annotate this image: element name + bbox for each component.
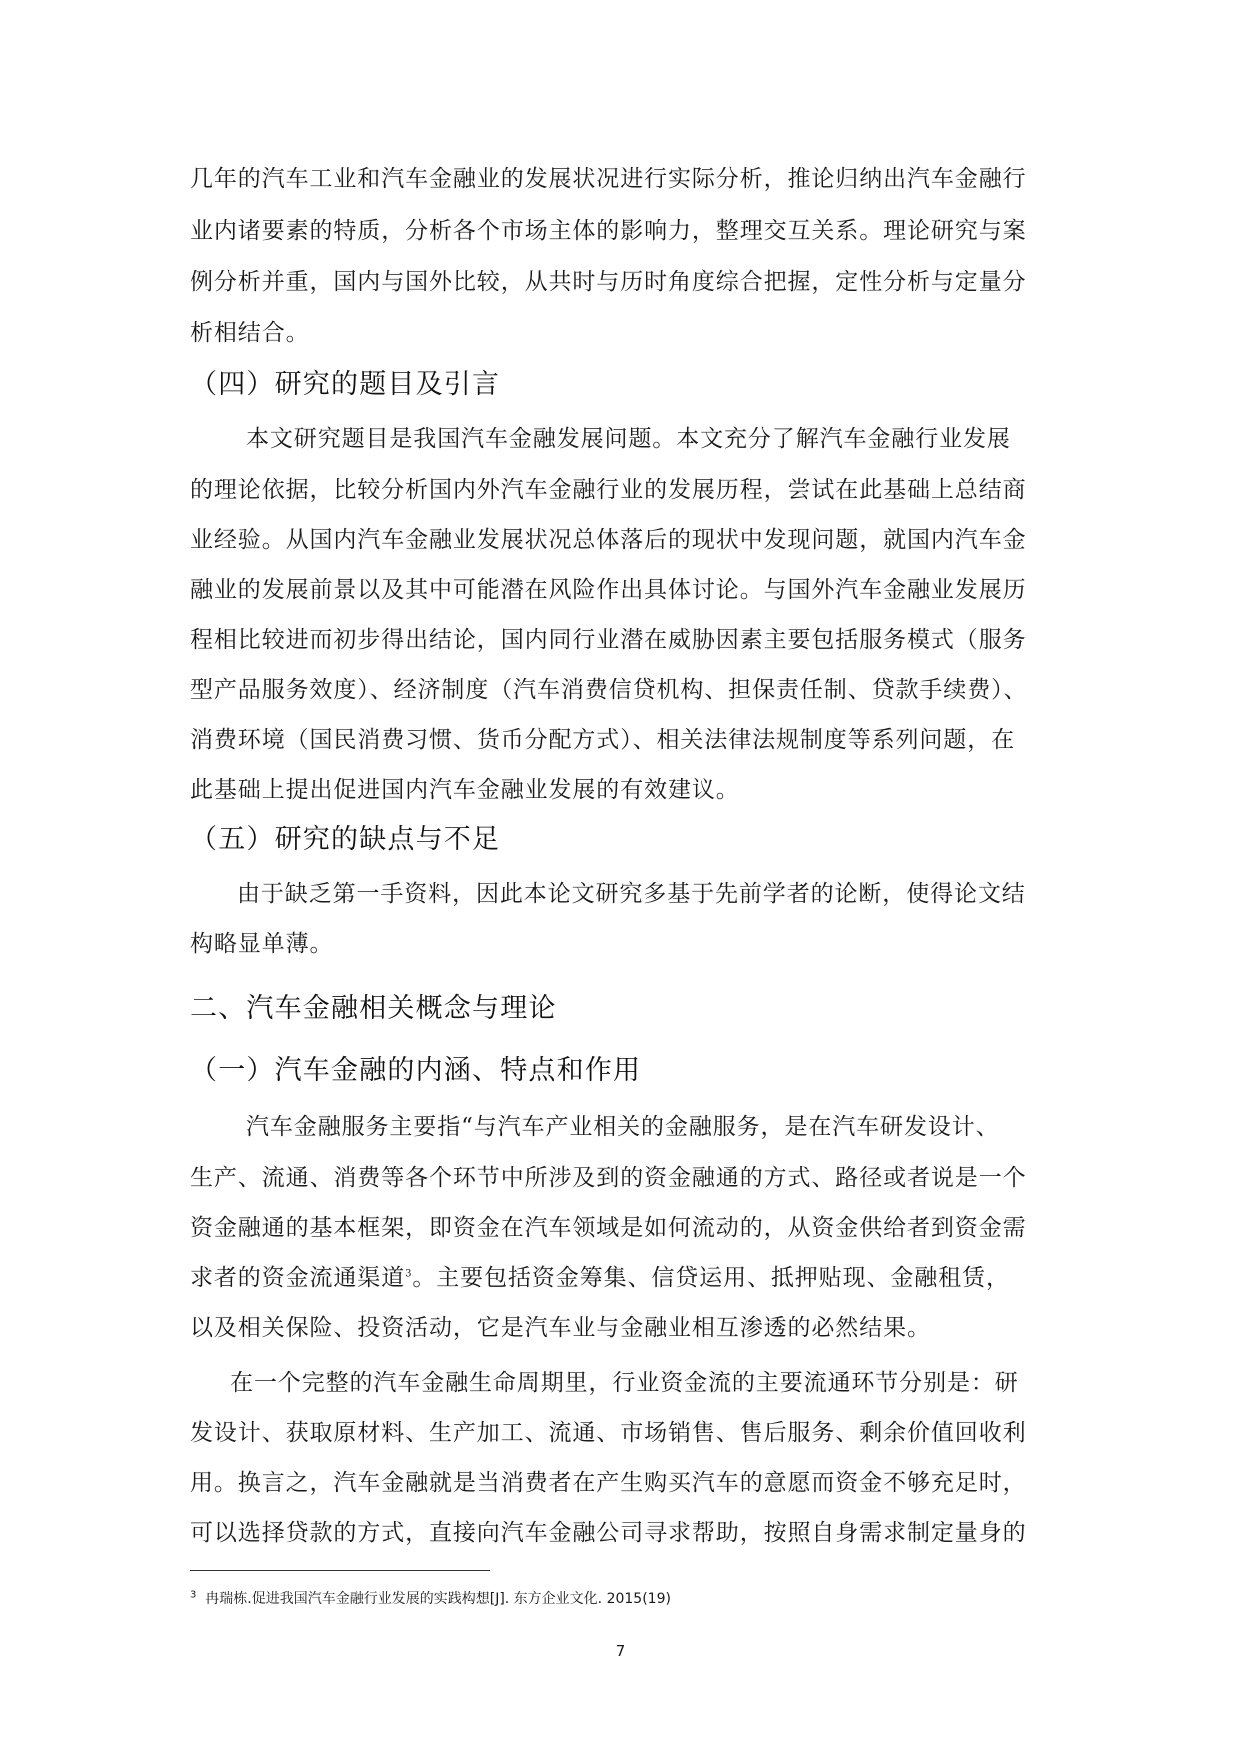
paragraph-line: 发设计、获取原材料、生产加工、流通、市场销售、售后服务、剩余价值回收利 [190,1420,1027,1446]
footnote-mark: 3 [190,1589,197,1601]
paragraph-line: 的理论依据，比较分析国内外汽车金融行业的发展历程，尝试在此基础上总结商 [190,477,1027,503]
footnote-text: 冉瑞栋.促进我国汽车金融行业发展的实践构想[J]. 东方企业文化. 2015(19) [205,1591,671,1607]
paragraph-line: 型产品服务效度）、经济制度（汽车消费信贷机构、担保责任制、贷款手续费）、 [190,677,1028,703]
paragraph-line: 汽车金融服务主要指“与汽车产业相关的金融服务，是在汽车研发设计、 [246,1114,1000,1140]
page-number: 7 [615,1642,626,1660]
paragraph-line: 资金融通的基本框架，即资金在汽车领域是如何流动的，从资金供给者到资金需 [190,1215,1027,1241]
paragraph-line: 消费环境（国民消费习惯、货币分配方式）、相关法律法规制度等系列问题，在 [190,727,1015,753]
paragraph-line: 生产、流通、消费等各个环节中所涉及到的资金融通的方式、路径或者说是一个 [190,1165,1027,1191]
footnote-reference[interactable]: 3 [405,1268,413,1280]
paragraph-line: 在一个完整的汽车金融生命周期里，行业资金流的主要流通环节分别是：研 [230,1370,1019,1396]
footnote-separator [190,1570,490,1571]
paragraph-line: 由于缺乏第一手资料，因此本论文研究多基于先前学者的论断，使得论文结 [237,881,1026,907]
text-run: 求者的资金流通渠道 [190,1265,406,1291]
text-run: 。主要包括资金筹集、信贷运用、抵押贴现、金融租赁， [412,1265,1010,1291]
section-heading: （一）汽车金融的内涵、特点和作用 [190,1055,642,1086]
paragraph-line: 析相结合。 [190,320,310,346]
paragraph-line: 程相比较进而初步得出结论，国内同行业潜在威胁因素主要包括服务模式（服务 [190,627,1027,653]
paragraph-line [190,1259,1010,1292]
section-heading: （四）研究的题目及引言 [190,369,501,400]
paragraph-line: 业内诸要素的特质，分析各个市场主体的影响力，整理交互关系。理论研究与案 [190,218,1027,244]
paragraph-line: 构略显单薄。 [190,931,334,957]
paragraph-line: 用。换言之，汽车金融就是当消费者在产生购买汽车的意愿而资金不够充足时， [190,1470,1027,1496]
paragraph-line: 融业的发展前景以及其中可能潜在风险作出具体讨论。与国外汽车金融业发展历 [190,577,1027,603]
chapter-heading: 二、汽车金融相关概念与理论 [190,993,557,1024]
paragraph-line: 本文研究题目是我国汽车金融发展问题。本文充分了解汽车金融行业发展 [246,426,1011,452]
paragraph-line: 业经验。从国内汽车金融业发展状况总体落后的现状中发现问题，就国内汽车金 [190,527,1027,553]
footnote [190,1588,671,1608]
paragraph-line: 例分析并重，国内与国外比较，从共时与历时角度综合把握，定性分析与定量分 [190,269,1027,295]
paragraph-line: 此基础上提出促进国内汽车金融业发展的有效建议。 [190,777,740,803]
paragraph-line: 几年的汽车工业和汽车金融业的发展状况进行实际分析，推论归纳出汽车金融行 [190,166,1027,192]
paragraph-line: 可以选择贷款的方式，直接向汽车金融公司寻求帮助，按照自身需求制定量身的 [190,1520,1027,1546]
paragraph-line: 以及相关保险、投资活动，它是汽车业与金融业相互渗透的必然结果。 [190,1315,931,1341]
section-heading: （五）研究的缺点与不足 [190,824,501,855]
